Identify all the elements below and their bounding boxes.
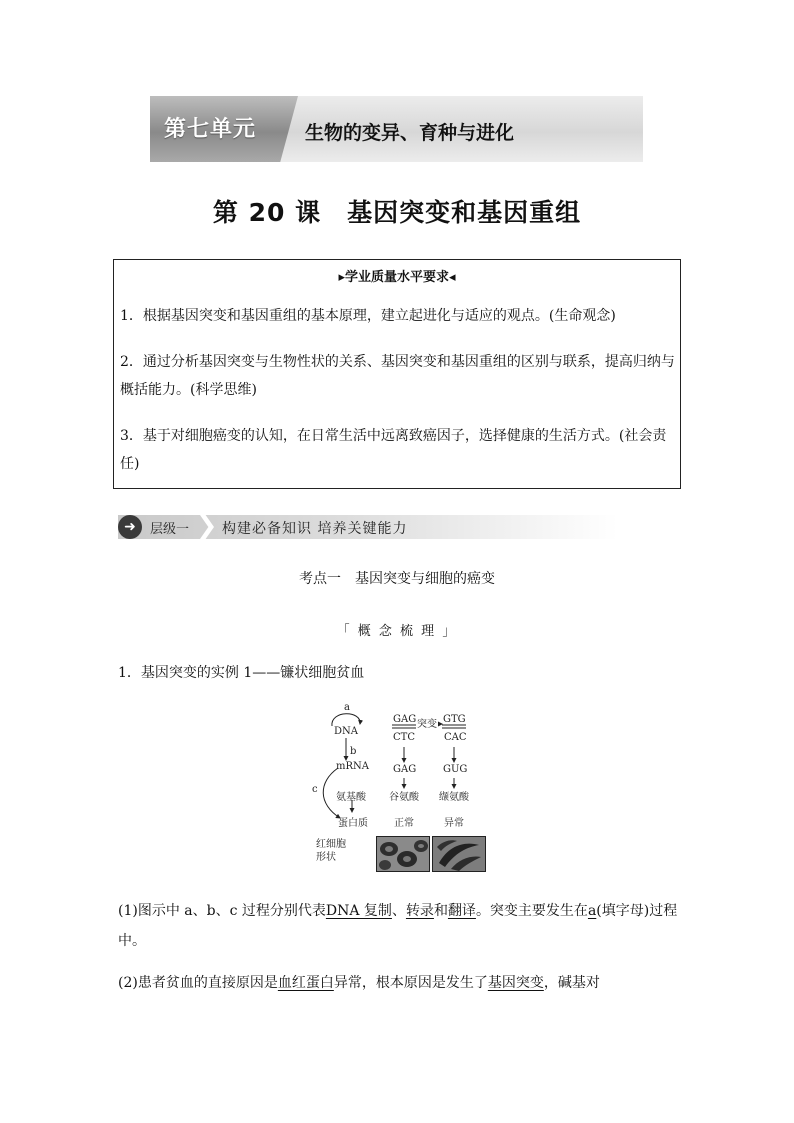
text: 。突变主要发生在 [475, 903, 588, 919]
amino-acid-label: 氨基酸 [336, 792, 366, 803]
unit-number: 第七单元 [164, 117, 257, 142]
requirements-box [113, 259, 681, 489]
answer-text: a [587, 903, 597, 919]
answer-text: 翻译 [447, 903, 476, 919]
sickle-rbc-image [432, 836, 486, 872]
sickle-cell-diagram [310, 700, 490, 880]
abnormal-label: 异常 [444, 818, 464, 829]
sickle-rbc-image-graphic [433, 837, 485, 871]
dna-label: DNA [334, 726, 358, 737]
key-point-title: 考点一 基因突变与细胞的癌变 [299, 571, 495, 587]
requirement-item: 2．通过分析基因突变与生物性状的关系、基因突变和基因重组的区别与联系，提高归纳与概括能力。(科学思维) [120, 354, 675, 398]
process-a-label: a [344, 702, 350, 713]
glutamate-label: 谷氨酸 [389, 792, 419, 803]
answer-text: 基因突变 [487, 975, 544, 991]
answer-paragraph-2 [118, 968, 678, 998]
answer-text: 转录 [405, 903, 434, 919]
codon-gtg: GTG [443, 714, 466, 725]
protein-label: 蛋白质 [338, 818, 368, 829]
requirements-heading: ▸学业质量水平要求◂ [338, 270, 456, 285]
concept-heading: 「 概 念 梳 理 」 [336, 624, 458, 639]
section-heading: 1．基因突变的实例 1——镰状细胞贫血 [118, 665, 365, 681]
requirement-item: 3．基于对细胞癌变的认知，在日常生活中远离致癌因子，选择健康的生活方式。(社会责任) [120, 428, 667, 472]
mrna-label: mRNA [336, 761, 369, 772]
process-b-label: b [350, 746, 357, 757]
answer-text: 血红蛋白 [277, 975, 334, 991]
text: (填字母)过程中。 [118, 903, 678, 949]
normal-label: 正常 [394, 818, 414, 829]
answer-paragraph-1 [118, 896, 678, 956]
unit-banner [150, 96, 643, 162]
text: (2)患者贫血的直接原因是 [118, 975, 278, 991]
text: (1)图示中 a、b、c 过程分别代表 [118, 903, 326, 919]
lesson-title: 第 20 课 基因突变和基因重组 [212, 198, 582, 227]
text: ，碱基对 [543, 975, 600, 991]
level-bar [118, 515, 618, 539]
codon-gag-mrna: GAG [393, 764, 417, 775]
level-name: 层级一 [150, 522, 190, 537]
normal-rbc-image-graphic [377, 837, 429, 871]
unit-title: 生物的变异、育种与进化 [305, 122, 515, 144]
text: 、 [391, 903, 406, 919]
requirement-item: 1．根据基因突变和基因重组的基本原理，建立起进化与适应的观点。(生命观念) [120, 308, 616, 324]
rbc-shape-label: 红细胞 形状 [316, 839, 346, 863]
valine-label: 缬氨酸 [439, 792, 469, 803]
process-c-label: c [312, 784, 318, 795]
text: 和 [433, 903, 448, 919]
codon-gug: GUG [443, 764, 468, 775]
normal-rbc-image [376, 836, 430, 872]
codon-ctc: CTC [393, 732, 415, 743]
answer-text: DNA 复制 [325, 903, 392, 919]
arrow-right-icon: ➜ [118, 515, 142, 539]
chevron-right-icon [200, 515, 214, 539]
mutation-label: 突变 [417, 719, 437, 730]
codon-cac: CAC [444, 732, 467, 743]
level-description: 构建必备知识 培养关键能力 [222, 521, 408, 537]
text: 异常，根本原因是发生了 [333, 975, 488, 991]
codon-gag-dna: GAG [393, 714, 417, 725]
